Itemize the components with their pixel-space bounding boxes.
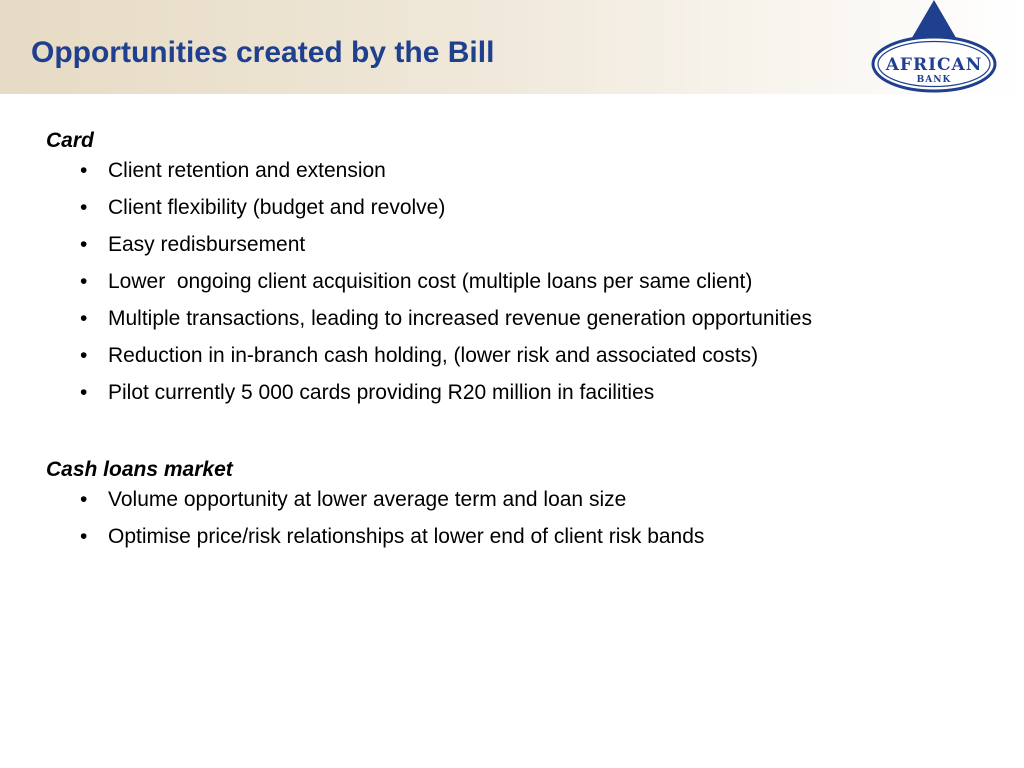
- bullet-list: [46, 485, 1006, 559]
- bullet-icon: •: [80, 307, 88, 330]
- section-spacer: [46, 415, 1006, 455]
- bullet-list: [46, 156, 1006, 415]
- bullet-icon: •: [80, 270, 88, 293]
- list-item-text: Pilot currently 5 000 cards providing R20 million in facilities: [108, 381, 655, 404]
- list-item: [80, 304, 1006, 341]
- list-item-text: Multiple transactions, leading to increased revenue generation opportunities: [108, 307, 812, 330]
- bullet-icon: •: [80, 381, 88, 404]
- section-heading: Cash loans market: [46, 458, 233, 481]
- section-card: [46, 126, 1006, 415]
- list-item: [80, 522, 1006, 559]
- list-item-text: Volume opportunity at lower average term and loan size: [108, 488, 627, 511]
- list-item: [80, 341, 1006, 378]
- bullet-icon: •: [80, 344, 88, 367]
- bullet-icon: •: [80, 233, 88, 256]
- african-bank-logo: [868, 0, 1000, 94]
- list-item-text: Client retention and extension: [108, 159, 386, 182]
- list-item-text: Reduction in in-branch cash holding, (lower risk and associated costs): [108, 344, 759, 367]
- list-item: [80, 485, 1006, 522]
- svg-text:BANK: BANK: [916, 75, 952, 85]
- slide-title: Opportunities created by the Bill: [31, 36, 495, 69]
- list-item-text: Client flexibility (budget and revolve): [108, 196, 446, 219]
- list-item: [80, 193, 1006, 230]
- list-item-text: Optimise price/risk relationships at lower end of client risk bands: [108, 525, 705, 548]
- bullet-icon: •: [80, 488, 88, 511]
- slide-header: [0, 0, 1024, 94]
- bullet-icon: •: [80, 196, 88, 219]
- bullet-icon: •: [80, 525, 88, 548]
- section-heading: Card: [46, 129, 94, 152]
- list-item: [80, 267, 1006, 304]
- list-item: [80, 156, 1006, 193]
- list-item-text: Lower ongoing client acquisition cost (multiple loans per same client): [108, 270, 753, 293]
- svg-text:AFRICAN: AFRICAN: [885, 55, 983, 75]
- slide-content: [46, 126, 1006, 559]
- list-item: [80, 230, 1006, 267]
- list-item-text: Easy redisbursement: [108, 233, 306, 256]
- section-cash-loans: [46, 455, 1006, 559]
- bullet-icon: •: [80, 159, 88, 182]
- list-item: [80, 378, 1006, 415]
